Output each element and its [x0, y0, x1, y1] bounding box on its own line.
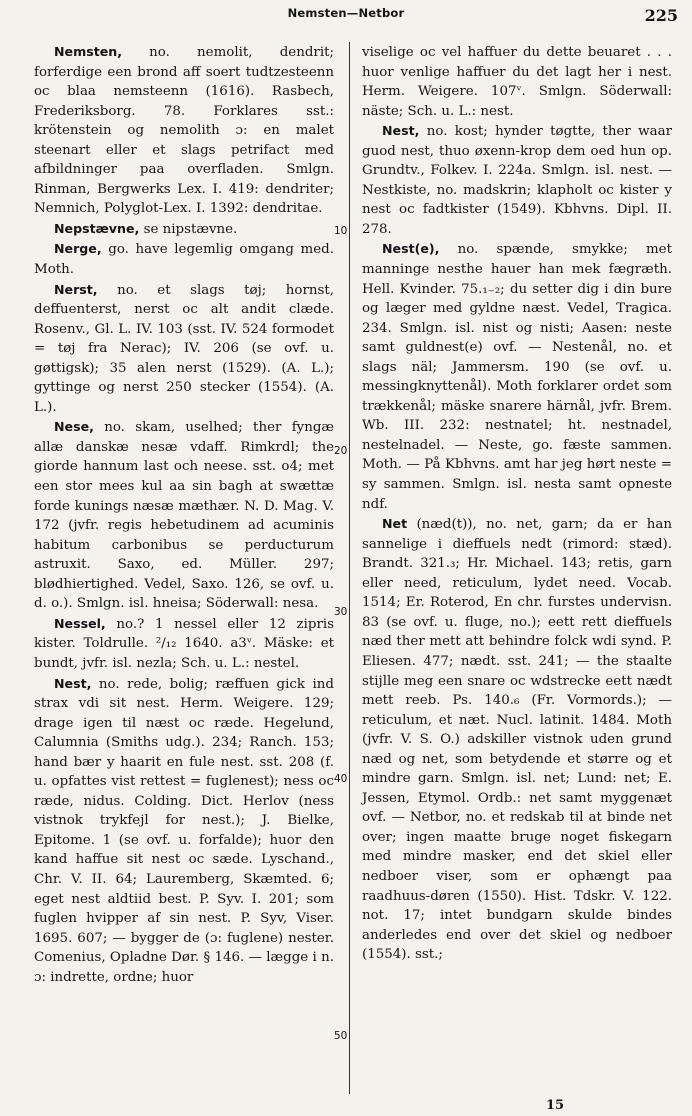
entry-body: viselige oc vel haffuer du dette beuaret . . . huor venlige haffuer du det lagt her i nest. Herm. Weigere. 107ᵛ. Smlgn. Söderwall: näste; Sch. u. L.: nest. — [362, 45, 672, 119]
entry-nest-rede — [34, 674, 334, 988]
entry-body: se nipstævne. — [139, 221, 238, 237]
headword: Nessel, — [54, 615, 106, 631]
headword: Nese, — [54, 419, 94, 435]
entry-body: no. rede, bolig; ræffuen gick ind strax vdi sit nest. Herm. Weigere. 129; drage igen til næst oc ræde. Hegelund, Calumnia (Smiths udg.). 234; Ranch. 153; hand bær y haarit en fule nest. sst. 208 (f. u. opfattes vist rettest = fuglenest); ness oc ræde, nidus. Colding. Dict. Herlov (ness vistnok trykfejl for nest.); J. Bielke, Epitome. 1 (se ovf. u. forfalde); huor den kand haffue sit nest oc sæde. Lyschand., Chr. V. II. 64; Lauremberg, Skæmted. 6; eget nest aldtiid best. P. Syv. I. 201; som fuglen hvipper af sin nest. P. Syv, Viser. 1695. 607; — bygger de (ɔ: fuglene) nester. Comenius, Opladne Dør. § 146. — lægge i n. ɔ: indrette, ordne; huor — [34, 676, 334, 985]
entry-body: no.? 1 nessel eller 12 zipris kister. Toldrulle. ²/₁₂ 1640. a3ᵛ. Mäske: et bundt, jvfr. isl. nezla; Sch. u. L.: nestel. — [34, 616, 334, 671]
entry-net — [362, 514, 672, 965]
line-number: 30 — [334, 606, 348, 618]
entry-nepstaevne — [34, 219, 334, 240]
line-number: 50 — [334, 1030, 348, 1042]
headword: Nemsten, — [54, 44, 123, 59]
headword: Net — [382, 516, 408, 532]
entry-nerge — [34, 239, 334, 279]
line-number: 40 — [334, 773, 348, 785]
running-title: Nemsten—Netbor — [287, 6, 405, 20]
left-column — [34, 42, 334, 987]
page-number: 225 — [644, 6, 678, 25]
entry-nest-kost — [362, 121, 672, 239]
printer-signature: 15 — [546, 1098, 565, 1113]
entry-continuation — [362, 42, 672, 121]
headword: Nest, — [54, 675, 92, 691]
entry-body: no. skam, uselhed; ther fyngæ allæ danskæ nesæ vdaff. Rimkrdl; the giorde hannum last och neese. sst. o4; met een stor mees kul aa sin bagh at swættæ forde kunings næsæ mæthær. N. D. Mag. V. 172 (jvfr. regis hebetudinem ad acuminis habitum carbonibus se perducturum astruxit. Saxo, ed. Müller. 297; blødhiertighed. Vedel, Saxo. 126, se ovf. u. d. o.). Smlgn. isl. hneisa; Söderwall: nesa. — [34, 420, 334, 612]
entry-nessel — [34, 614, 334, 674]
entry-neste-spaende — [362, 239, 672, 514]
column-divider — [349, 42, 350, 1094]
entry-body: no. nemolit, dendrit; forferdige een brond aff soert tudtzesteenn oc blaa nemsteenn (1616). Rasbech, Frederiksborg. 78. Forklares sst.: krötenstein og nemolith ɔ: en malet steenart eller et slags petrifact med afbildninger paa overfladen. Smlgn. Rinman, Bergwerks Lex. I. 419: dendriter; Nemnich, Polyglot-Lex. I. 1392: dendritae. — [34, 45, 334, 217]
headword: Nest(e), — [382, 241, 440, 257]
entry-nemsten — [34, 42, 334, 219]
line-number: 20 — [334, 445, 348, 457]
headword: Nerst, — [54, 281, 98, 297]
entry-body: no. et slags tøj; hornst, deffuenterst, nerst oc alt andit clæde. Rosenv., Gl. L. IV. 103 (sst. IV. 524 formodet = tøj fra Nerac); IV. 206 (se ovf. u. gøttigsk); 35 alen nerst (1529). (A. L.); gyttinge og nerst 250 stecker (1554). (A. L.). — [34, 282, 334, 415]
line-number: 10 — [334, 225, 348, 237]
entry-nerst — [34, 280, 334, 418]
entry-body: (næd(t)), no. net, garn; da er han sannelige i dieffuels nedt (rimord: stæd). Brandt. 321.₃; Hr. Michael. 143; retis, garn eller need, reticulum, lydet need. Vocab. 1514; Er. Roterod, En chr. furstes undervisn. 83 (se ovf. u. fluge, no.); eett rett dieffuels næd ther mett att behindre folck wdi synd. P. Eliesen. 477; nædt. sst. 241; — the staalte stijlle meg een snare oc wdstrecke eett nædt mett reeb. Ps. 140.₆ (Fr. Vormords.); — reticulum, et næt. Nucl. latinit. 1484. Moth (jvfr. V. S. O.) adskiller vistnok uden grund næd og net, som betydende et større og et mindre garn. Smlgn. isl. net; Lund: net; E. Jessen, Etymol. Ordb.: net samt myggenæt ovf. — Netbor, no. et redskab til at binde net over; ingen maatte bruge noget fiskegarn med mindre masker, end det skiel eller nedboer viser, som er ophængt paa raadhuus-døren (1550). Hist. Tdskr. V. 122. not. 17; intet bundgarn skulde bindes anderledes end over det skiel og nedboer (1554). sst.; — [362, 517, 672, 963]
entry-nese — [34, 417, 334, 613]
headword: Nepstævne, — [54, 220, 140, 236]
right-column — [362, 42, 672, 965]
entry-body: no. spænde, smykke; met manninge nesthe hauer han mek fægræth. Hell. Kvinder. 75.₁₋₂; du setter dig i din bure og læger med gyldne næst. Vedel, Tragica. 234. Smlgn. isl. nist og nisti; Aasen: neste samt guldnest(e) ovf. — Nestenål, no. et slags näl; Jammersm. 190 (se ovf. u. messingknyttenål). Moth forklarer ordet som trækkenål; mäske snarere härnål, jvfr. Brem. Wb. III. 232: nestnatel; ht. nestnadel, nestelnadel. — Neste, go. fæste sammen. Moth. — På Kbhvns. amt har jeg hørt neste = sy sammen. Smlgn. isl. nesta samt opneste ndf. — [362, 242, 672, 512]
entry-body: go. have legemlig omgang med. Moth. — [34, 242, 334, 278]
headword: Nest, — [382, 123, 420, 139]
entry-body: no. kost; hynder tøgtte, ther waar guod nest, thuo øxenn-krop dem oed hun op. Grundtv., Folkev. I. 224a. Smlgn. isl. nest. — Nestkiste, no. madskrin; klapholt oc kister y nest oc fadtkister (1549). Kbhvns. Dipl. II. 278. — [362, 124, 672, 237]
headword: Nerge, — [54, 241, 102, 257]
page-header — [0, 4, 692, 26]
